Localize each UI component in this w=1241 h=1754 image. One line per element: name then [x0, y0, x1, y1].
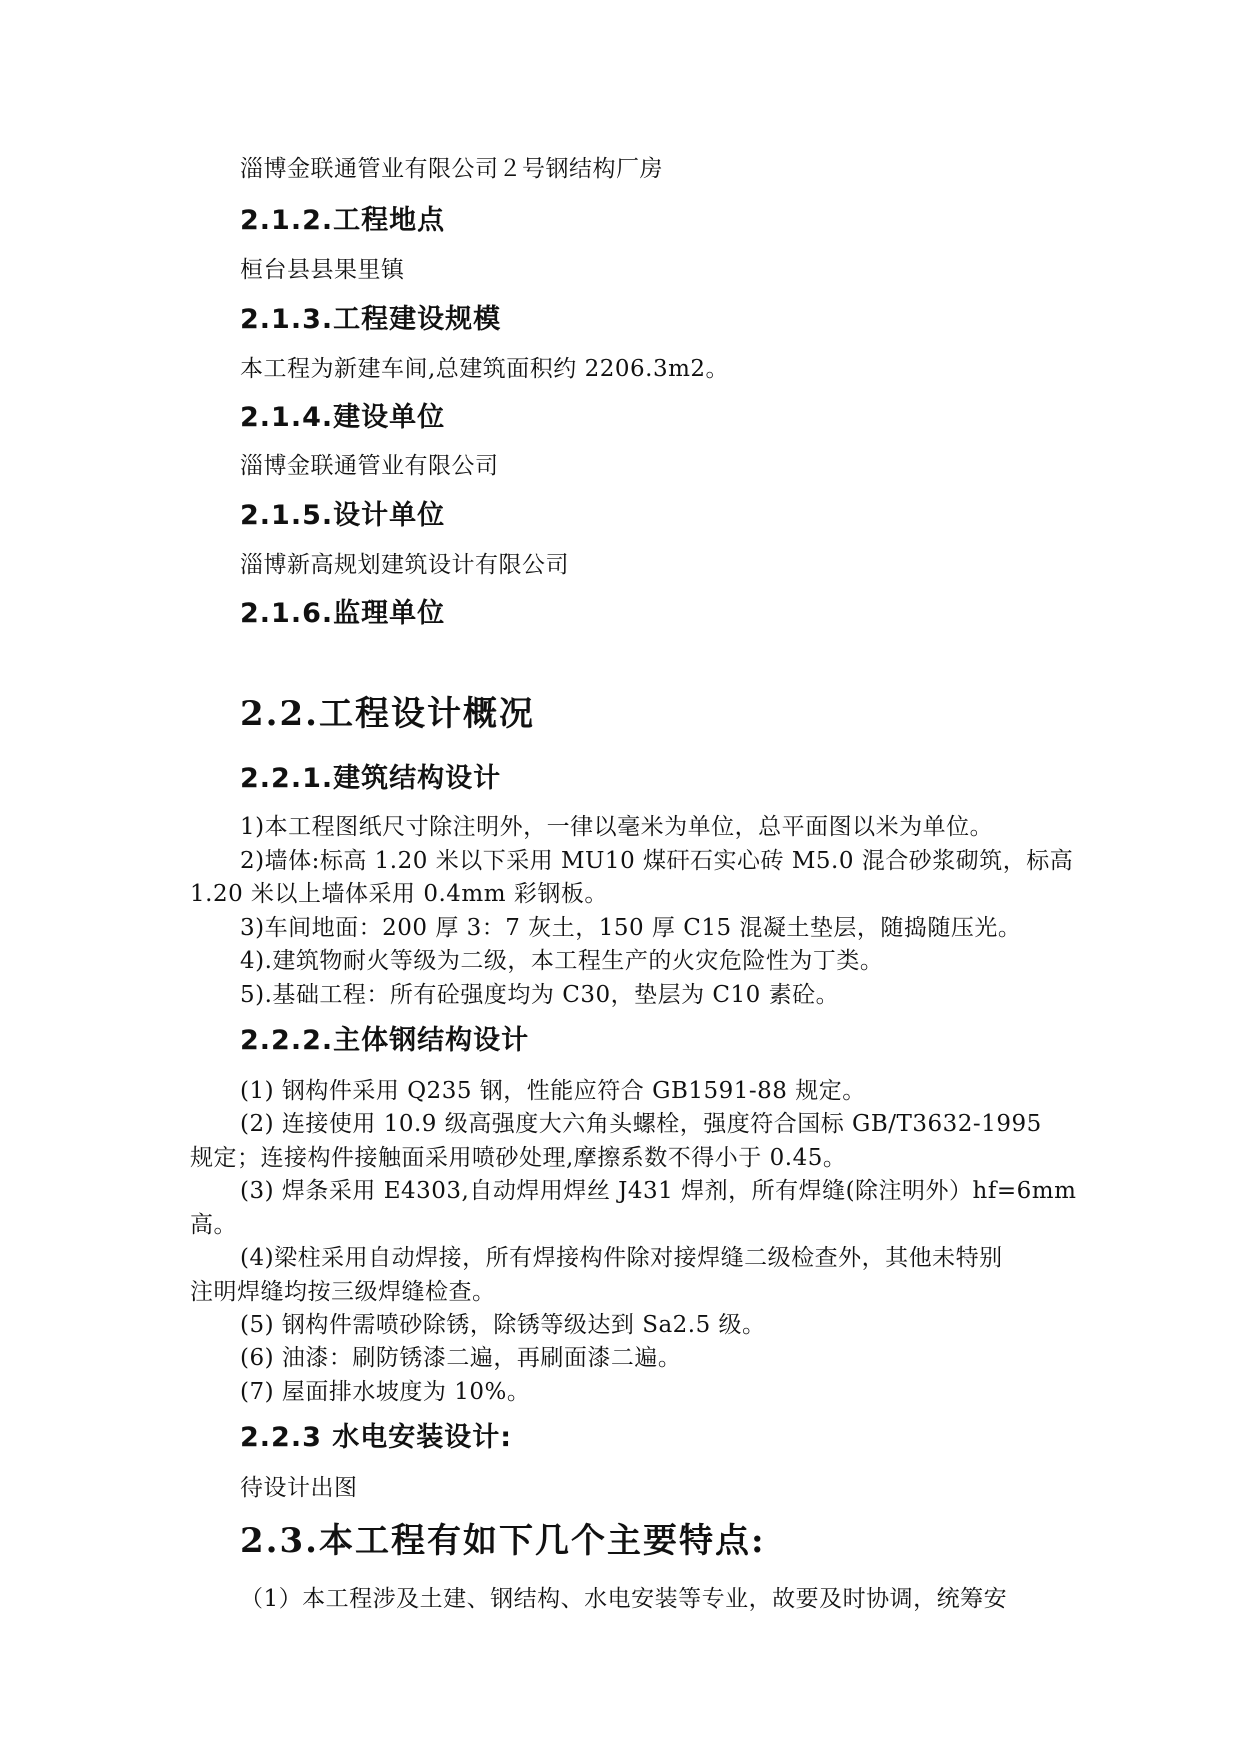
structure-design-line: 2)墙体:标高 1.20 米以下采用 MU10 煤矸石实心砖 M5.0 混合砂浆砌筑，标高: [240, 848, 1074, 874]
heading-2-2: 2.2.工程设计概况: [240, 694, 535, 734]
project-scale-text: 本工程为新建车间,总建筑面积约 2206.3m2。: [240, 356, 730, 382]
heading-2-1-6: 2.1.6.监理单位: [240, 598, 446, 629]
feature-line: （1）本工程涉及土建、钢结构、水电安装等专业，故要及时协调，统筹安: [240, 1586, 1008, 1612]
steel-design-line: (5) 钢构件需喷砂除锈，除锈等级达到 Sa2.5 级。: [240, 1312, 766, 1338]
heading-2-1-5: 2.1.5.设计单位: [240, 500, 446, 531]
steel-design-line: (1) 钢构件采用 Q235 钢，性能应符合 GB1591-88 规定。: [240, 1078, 866, 1104]
project-name-text: 淄博金联通管业有限公司２号钢结构厂房: [240, 156, 663, 182]
structure-design-line: 1.20 米以上墙体采用 0.4mm 彩钢板。: [190, 881, 608, 907]
design-unit-text: 淄博新高规划建筑设计有限公司: [240, 552, 569, 578]
steel-design-line: 高。: [190, 1212, 237, 1238]
heading-2-1-3: 2.1.3.工程建设规模: [240, 304, 502, 335]
steel-design-line: (2) 连接使用 10.9 级高强度大六角头螺栓，强度符合国标 GB/T3632-1995: [240, 1111, 1042, 1137]
steel-design-line: (7) 屋面排水坡度为 10%。: [240, 1379, 531, 1405]
heading-2-1-4: 2.1.4.建设单位: [240, 402, 446, 433]
structure-design-line: 1)本工程图纸尺寸除注明外，一律以毫米为单位，总平面图以米为单位。: [240, 814, 994, 840]
mep-design-text: 待设计出图: [240, 1475, 358, 1501]
heading-2-2-1: 2.2.1.建筑结构设计: [240, 763, 502, 794]
construction-unit-text: 淄博金联通管业有限公司: [240, 453, 499, 479]
steel-design-line: 注明焊缝均按三级焊缝检查。: [190, 1279, 496, 1305]
heading-2-1-2: 2.1.2.工程地点: [240, 205, 446, 236]
steel-design-line: (6) 油漆：刷防锈漆二遍，再刷面漆二遍。: [240, 1345, 682, 1371]
structure-design-line: 5).基础工程：所有砼强度均为 C30，垫层为 C10 素砼。: [240, 982, 840, 1008]
heading-2-3: 2.3.本工程有如下几个主要特点:: [240, 1521, 766, 1561]
project-location-text: 桓台县县果里镇: [240, 257, 405, 283]
steel-design-line: (3) 焊条采用 E4303,自动焊用焊丝 J431 焊剂，所有焊缝(除注明外）hf=6mm: [240, 1178, 1077, 1204]
steel-design-line: (4)梁柱采用自动焊接，所有焊接构件除对接焊缝二级检查外，其他未特别: [240, 1245, 1003, 1271]
heading-2-2-3: 2.2.3 水电安装设计:: [240, 1422, 513, 1453]
heading-2-2-2: 2.2.2.主体钢结构设计: [240, 1025, 530, 1056]
steel-design-line: 规定；连接构件接触面采用喷砂处理,摩擦系数不得小于 0.45。: [190, 1145, 847, 1171]
structure-design-line: 3)车间地面：200 厚 3：7 灰土，150 厚 C15 混凝土垫层，随捣随压光。: [240, 915, 1022, 941]
structure-design-line: 4).建筑物耐火等级为二级，本工程生产的火灾危险性为丁类。: [240, 948, 884, 974]
